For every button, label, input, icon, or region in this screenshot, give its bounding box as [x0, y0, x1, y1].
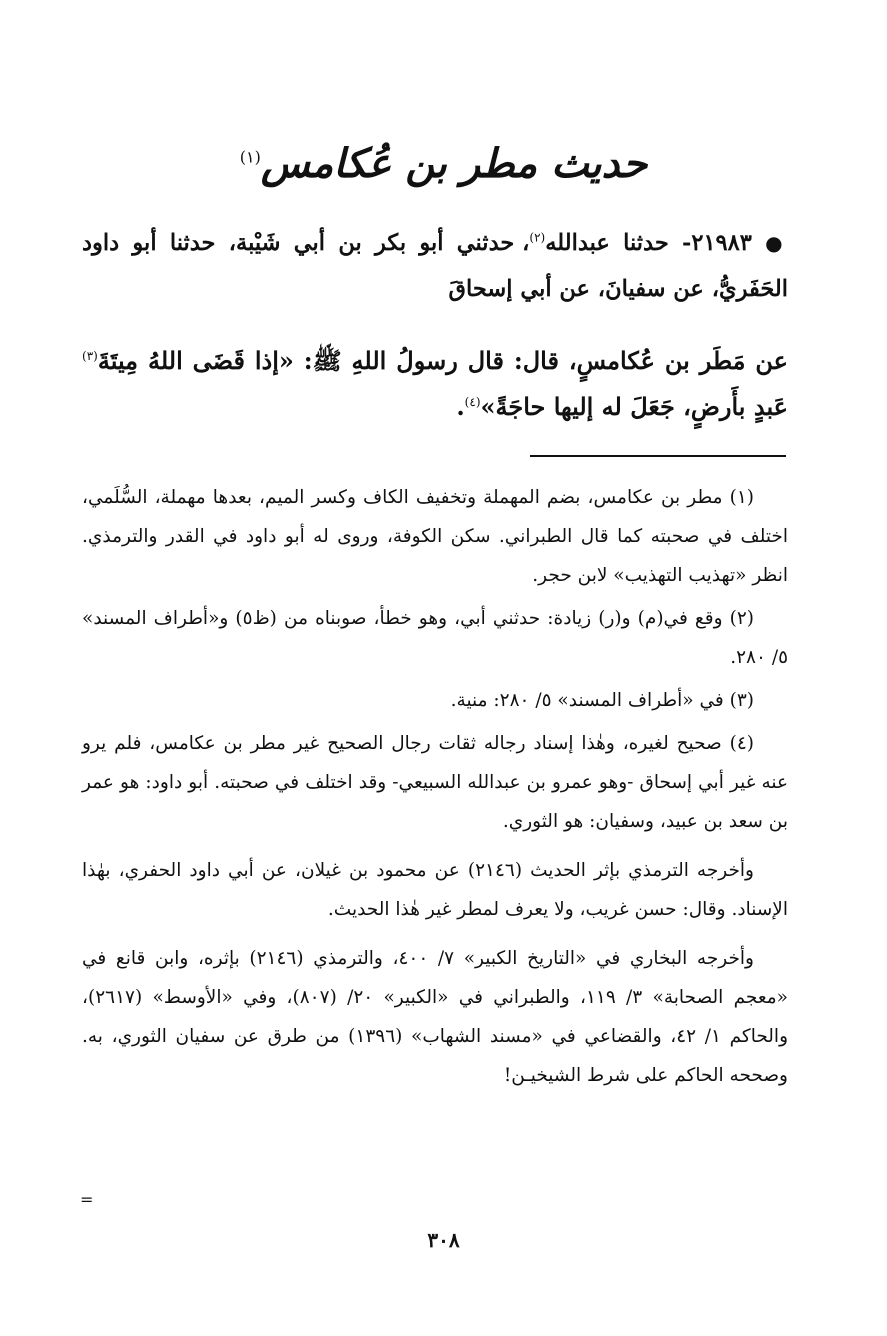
footnote-4: (٤) صحيح لغيره، وهٰذا إسناد رجاله ثقات رجال الصحيح غير مطر بن عكامس، فلم يرو عنه غير أبي إسحاق -وهو عمرو بن عبدالله السبيعي- وقد اختلف في صحبته. أبو داود: هو عمر بن سعد بن عبيد، وسفيان: هو الثوري. — [82, 733, 788, 832]
footnote-1: (١) مطر بن عكامس، بضم المهملة وتخفيف الكاف وكسر الميم، بعدها مهملة، السُّلَمي، اختلف في صحبته كما قال الطبراني. سكن الكوفة، وروى له أبو داود في القدر والترمذي. انظر «تهذيب التهذيب» لابن حجر. — [82, 487, 788, 586]
hadith-isnad — [82, 220, 788, 314]
matn-start: عن مَطَر بن عُكامسٍ، قال: قال رسولُ اللهِ ﷺ: «إذا قَضَى اللهُ مِيتَةَ — [97, 346, 788, 375]
footnote-ref-3: (٣) — [82, 349, 98, 363]
page-number: ٣٠٨ — [427, 1228, 460, 1252]
footnote-4-continuation-2: وأخرجه البخاري في «التاريخ الكبير» ٧/ ٤٠٠، والترمذي (٢١٤٦) بإثره، وابن قانع في «معجم الصحابة» ٣/ ١١٩، والطبراني في «الكبير» ٢٠/ (٨٠٧)، وفي «الأوسط» (٢٦١٧)، والحاكم ١/ ٤٢، والقضاعي في «مسند الشهاب» (١٣٩٦) من طرق عن سفيان الثوري، به. وصححه الحاكم على شرط الشيخيـن! — [82, 948, 789, 1086]
title-text: حديث مطر بن عُكامس — [260, 140, 648, 187]
hadith-number-and-start: ٢١٩٨٣- حدثنا عبدالله — [545, 230, 752, 256]
footnote-3: (٣) في «أطراف المسند» ٥/ ٢٨٠: منية. — [450, 690, 754, 711]
footnote-ref-2: (٢) — [529, 230, 546, 245]
footnote-ref-4: (٤) — [464, 395, 481, 409]
footnotes-block — [82, 478, 788, 1095]
matn-end: عَبدٍ بأَرضٍ، جَعَلَ له إليها حاجَةً» — [480, 392, 788, 421]
matn-close: . — [456, 392, 465, 421]
footnote-2: (٢) وقع في(م) و(ر) زيادة: حدثني أبي، وهو خطأ، صوبناه من (ظ٥) و«أطراف المسند» ٥/ ٢٨٠. — [82, 608, 788, 668]
footnote-4-continuation-1: وأخرجه الترمذي بإثر الحديث (٢١٤٦) عن محمود بن غيلان، عن أبي داود الحفري، بهٰذا الإسناد. وقال: حسن غريب، ولا يعرف لمطر غير هٰذا الحديث. — [82, 860, 788, 920]
footnote-separator — [530, 455, 786, 457]
hadith-block — [82, 220, 788, 430]
isnad-rest: ، حدثني أبو بكر بن أبي شَيْبة، حدثنا أبو داود الحَفَريُّ، عن سفيانَ، عن أبي إسحاقَ — [82, 230, 788, 302]
continuation-mark: = — [80, 1190, 94, 1209]
hadith-matn — [82, 338, 788, 430]
title-footnote-ref: (١) — [239, 147, 261, 167]
bullet-icon: ● — [765, 231, 789, 255]
page-title — [0, 138, 887, 190]
